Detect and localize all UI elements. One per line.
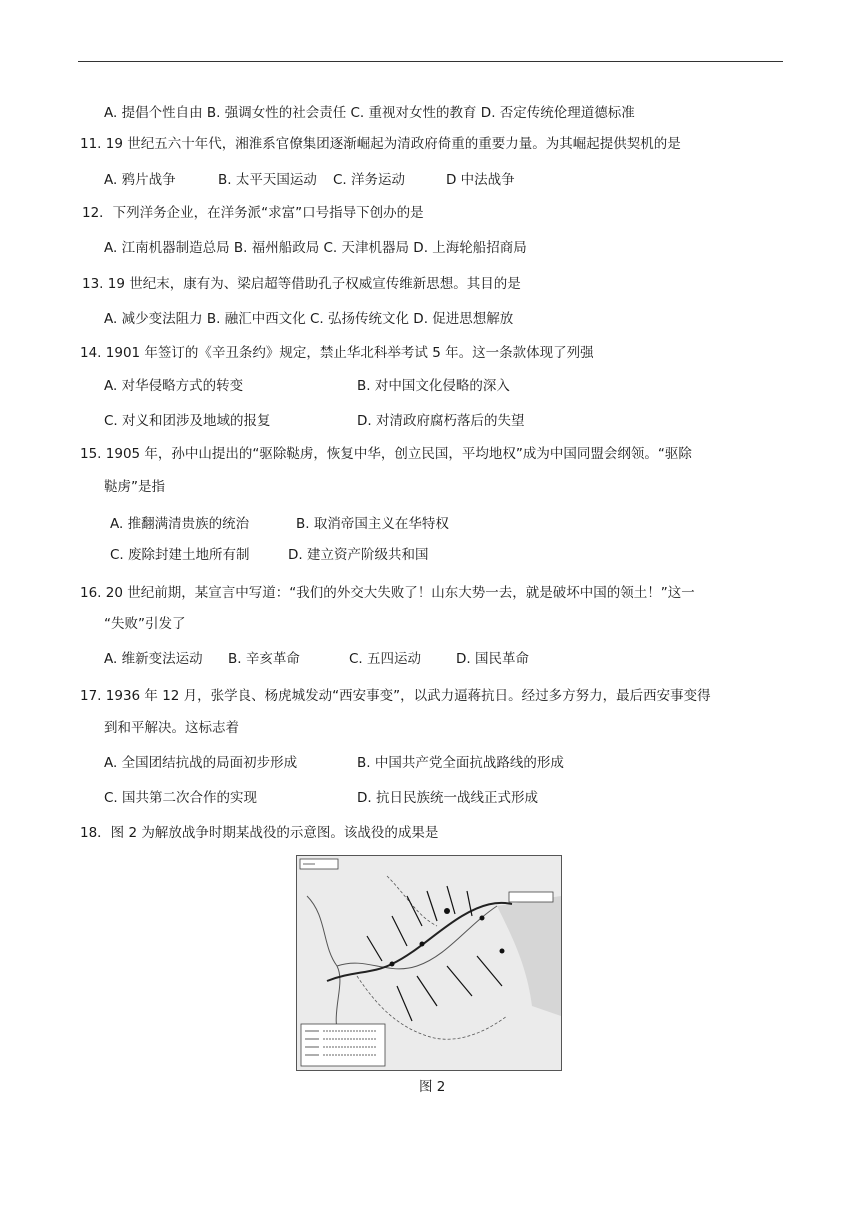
q18-stem: 18．图 2 为解放战争时期某战役的示意图。该战役的成果是 bbox=[80, 825, 439, 841]
q12-options: A. 江南机器制造总局 B. 福州船政局 C. 天津机器局 D. 上海轮船招商局 bbox=[104, 240, 527, 256]
figure-caption: 图 2 bbox=[419, 1079, 446, 1095]
q17-option-d: D. 抗日民族统一战线正式形成 bbox=[357, 790, 538, 806]
q17-option-c: C. 国共第二次合作的实现 bbox=[104, 790, 258, 806]
q17-option-b: B. 中国共产党全面抗战路线的形成 bbox=[357, 755, 564, 771]
q17-stem-line2: 到和平解决。这标志着 bbox=[104, 720, 239, 736]
q14-option-a: A. 对华侵略方式的转变 bbox=[104, 378, 244, 394]
q13-stem: 13. 19 世纪末，康有为、梁启超等借助孔子权威宣传维新思想。其目的是 bbox=[82, 276, 521, 292]
q15-option-d: D. 建立资产阶级共和国 bbox=[288, 547, 429, 563]
q11-option-d: D 中法战争 bbox=[446, 172, 515, 188]
q11-stem: 11. 19 世纪五六十年代，湘淮系官僚集团逐渐崛起为清政府倚重的重要力量。为其崛起提供契机的是 bbox=[80, 136, 681, 152]
q11-option-a: A. 鸦片战争 bbox=[104, 172, 176, 188]
q17-stem-line1: 17. 1936 年 12 月，张学良、杨虎城发动“西安事变”，以武力逼蒋抗日。经过多方努力，最后西安事变得 bbox=[80, 688, 711, 704]
header-rule bbox=[78, 61, 783, 62]
q10-options: A. 提倡个性自由 B. 强调女性的社会责任 C. 重视对女性的教育 D. 否定传统伦理道德标准 bbox=[104, 105, 635, 121]
q14-option-c: C. 对义和团涉及地域的报复 bbox=[104, 413, 271, 429]
battle-map-graphic bbox=[297, 856, 561, 1070]
q16-option-c: C. 五四运动 bbox=[349, 651, 422, 667]
q15-option-a: A. 推翻满清贵族的统治 bbox=[110, 516, 250, 532]
q15-option-b: B. 取消帝国主义在华特权 bbox=[296, 516, 449, 532]
q16-stem-line2: “失败”引发了 bbox=[104, 616, 186, 632]
q15-option-c: C. 废除封建土地所有制 bbox=[110, 547, 250, 563]
q14-stem: 14. 1901 年签订的《辛丑条约》规定，禁止华北科举考试 5 年。这一条款体现了列强 bbox=[80, 345, 594, 361]
q15-stem-line1: 15. 1905 年，孙中山提出的“驱除鞑虏，恢复中华，创立民国，平均地权”成为中国同盟会纲领。“驱除 bbox=[80, 446, 692, 462]
q17-option-a: A. 全国团结抗战的局面初步形成 bbox=[104, 755, 298, 771]
q15-stem-line2: 鞑虏”是指 bbox=[104, 479, 165, 495]
q16-option-a: A. 维新变法运动 bbox=[104, 651, 203, 667]
q13-options: A. 减少变法阻力 B. 融汇中西文化 C. 弘扬传统文化 D. 促进思想解放 bbox=[104, 311, 514, 327]
q12-stem: 12．下列洋务企业，在洋务派“求富”口号指导下创办的是 bbox=[82, 205, 424, 221]
q11-option-b: B. 太平天国运动 bbox=[218, 172, 317, 188]
q14-option-b: B. 对中国文化侵略的深入 bbox=[357, 378, 510, 394]
q16-option-d: D. 国民革命 bbox=[456, 651, 529, 667]
q16-option-b: B. 辛亥革命 bbox=[228, 651, 300, 667]
q11-option-c: C. 洋务运动 bbox=[333, 172, 406, 188]
q14-option-d: D. 对清政府腐朽落后的失望 bbox=[357, 413, 525, 429]
q16-stem-line1: 16. 20 世纪前期，某宣言中写道：“我们的外交大失败了！山东大势一去，就是破坏中国的领土！”这一 bbox=[80, 585, 695, 601]
battle-map-figure bbox=[296, 855, 562, 1071]
